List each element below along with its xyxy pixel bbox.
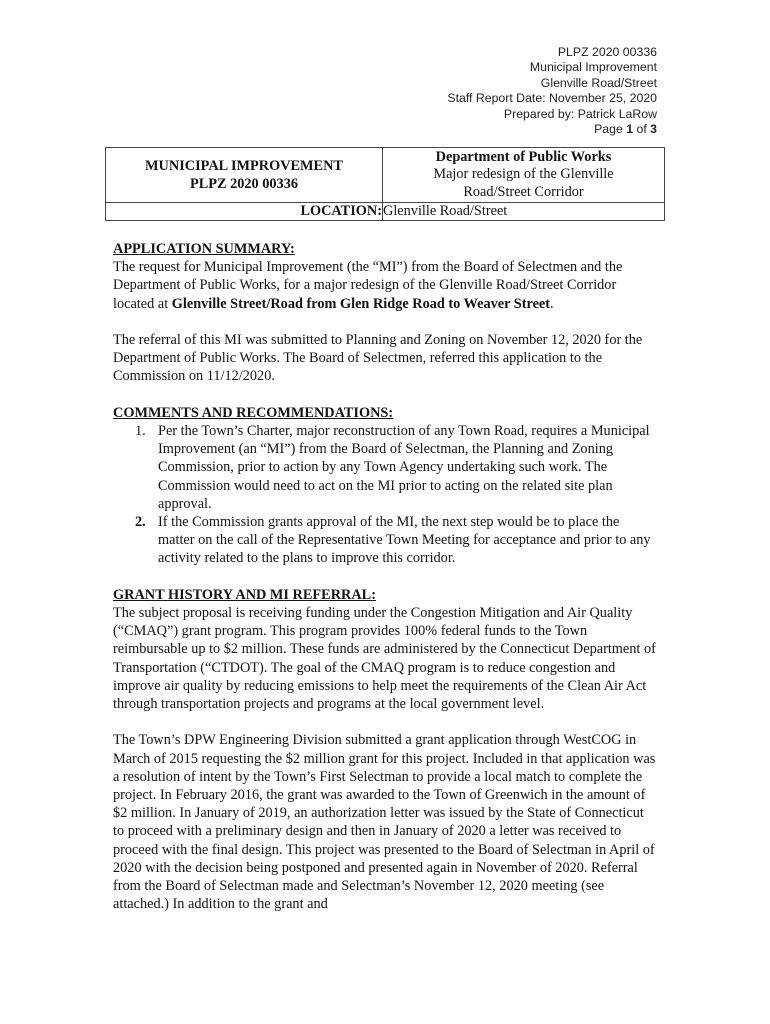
list-item: 1. Per the Town’s Charter, major reconstruction of any Town Road, requires a Municipal Improvement (an “MI”) from the Board of Selectman, the Planning and Zoning Commission, prior to action by any Town Agency undertaking such work. The Commission would need to act on the MI prior to acting on the related site plan approval. bbox=[135, 423, 650, 512]
page-number: Page 1 of 3 bbox=[594, 122, 657, 137]
application-summary-paragraph: The request for Municipal Improvement (the “MI”) from the Board of Selectmen and the Department of Public Works, for a major redesign of the Glenville Road/Street Corridor located at Glenville Street/Road from Glen Ridge Road to Weaver Street. bbox=[113, 259, 623, 312]
project-type: MUNICIPAL IMPROVEMENT bbox=[145, 158, 343, 174]
project-description-line2: Road/Street Corridor bbox=[463, 183, 584, 200]
report-date: Staff Report Date: November 25, 2020 bbox=[447, 91, 657, 106]
comments-list bbox=[113, 422, 658, 568]
location-value: Glenville Road/Street bbox=[383, 203, 665, 221]
grant-paragraph-2: The Town’s DPW Engineering Division submitted a grant application through WestCOG in March of 2015 requesting the $2 million grant for this project. Included in that application was a resolution of intent by the Town’s First Selectman to provide a local match to complete the project. In February 2016, the grant was awarded to the Town of Greenwich in the amount of $2 million. In January of 2019, an authorization letter was issued by the State of Connecticut to proceed with a preliminary design and then in January of 2020 a letter was received to proceed with the final design. This project was presented to the Board of Selectman in April of 2020 with the decision being postponed and presented again in November of 2020. Referral from the Board of Selectman made and Selectman’s November 12, 2020 meeting (see attached.) In addition to the grant and bbox=[113, 732, 656, 913]
header-road: Glenville Road/Street bbox=[540, 75, 657, 90]
applicant-department: Department of Public Works bbox=[435, 148, 612, 165]
referral-paragraph: The referral of this MI was submitted to Planning and Zoning on November 12, 2020 for the Department of Public Works. The Board of Selectmen, referred this application to the Commission on 11/12/2020. bbox=[113, 332, 643, 385]
location-label: LOCATION: bbox=[106, 203, 383, 221]
report-header bbox=[447, 45, 657, 137]
project-number: PLPZ 2020 00336 bbox=[189, 176, 299, 192]
project-description-line1: Major redesign of the Glenville bbox=[433, 166, 614, 183]
prepared-by: Prepared by: Patrick LaRow bbox=[503, 106, 657, 121]
list-item: 2. If the Commission grants approval of the MI, the next step would be to place the matter on the call of the Representative Town Meeting for acceptance and prior to any activity related to the plans to improve this corridor. bbox=[135, 514, 651, 567]
grant-history-heading: GRANT HISTORY AND MI REFERRAL: bbox=[113, 586, 376, 603]
application-summary-heading: APPLICATION SUMMARY: bbox=[113, 241, 295, 257]
project-type-cell bbox=[106, 148, 383, 203]
comments-heading: COMMENTS AND RECOMMENDATIONS: bbox=[113, 404, 394, 421]
case-number: PLPZ 2020 00336 bbox=[557, 45, 657, 59]
project-info-table bbox=[105, 147, 665, 221]
header-subject: Municipal Improvement bbox=[529, 60, 657, 75]
applicant-cell bbox=[383, 148, 665, 203]
grant-paragraph-1: The subject proposal is receiving funding under the Congestion Mitigation and Air Quality (“CMAQ”) grant program. This program provides 100% federal funds to the Town reimbursable up to $2 million. These funds are administered by the Connecticut Department of Transportation (“CTDOT). The goal of the CMAQ program is to reduce congestion and improve air quality by reducing emissions to help meet the requirements of the Clean Air Act through transportation projects and programs at the local government level. bbox=[113, 605, 656, 713]
report-body bbox=[113, 240, 658, 913]
